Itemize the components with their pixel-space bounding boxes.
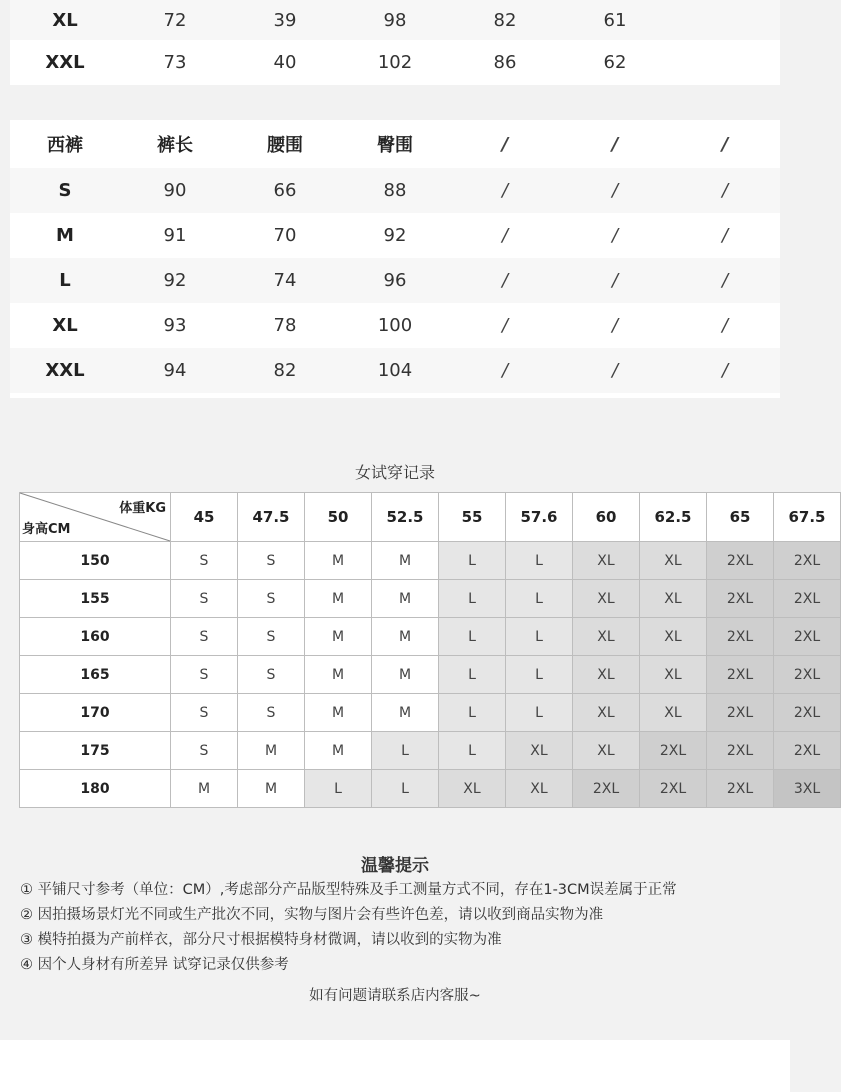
trial-row <box>20 580 841 618</box>
size-cell: 2XL <box>707 770 774 808</box>
size-cell: 2XL <box>707 618 774 656</box>
table-row <box>10 348 780 393</box>
size-cell: M <box>171 770 238 808</box>
table-cell: 102 <box>377 52 413 73</box>
size-cell: M <box>305 618 372 656</box>
table-header-row <box>10 120 780 168</box>
height-label: 170 <box>20 694 171 732</box>
size-cell: XL <box>573 580 640 618</box>
table-cell: 62 <box>603 52 627 73</box>
table-cell: 82 <box>273 360 297 381</box>
size-cell: M <box>305 580 372 618</box>
size-cell: M <box>305 694 372 732</box>
table-row <box>10 0 780 40</box>
size-cell: 2XL <box>707 732 774 770</box>
size-cell: XL <box>506 732 573 770</box>
column-header: 腰围 <box>267 135 303 156</box>
weight-header: 47.5 <box>238 493 305 542</box>
size-cell: S <box>238 542 305 580</box>
table-cell: 70 <box>273 225 297 246</box>
trial-row <box>20 694 841 732</box>
size-cell: 2XL <box>774 656 841 694</box>
corner-weight-label: 体重KG <box>119 501 166 516</box>
weight-header: 45 <box>171 493 238 542</box>
height-label: 150 <box>20 542 171 580</box>
table-cell: / <box>721 360 729 381</box>
table-cell: 72 <box>163 9 187 31</box>
table-cell: 90 <box>163 180 187 201</box>
column-header: 臀围 <box>377 135 413 156</box>
size-cell: XL <box>573 542 640 580</box>
pants-size-table <box>10 120 780 398</box>
size-cell: L <box>506 694 573 732</box>
trial-row <box>20 770 841 808</box>
size-cell: L <box>372 732 439 770</box>
table-cell: / <box>721 225 729 246</box>
tip-item: ① 平铺尺寸参考（单位：CM）,考虑部分产品版型特殊及手工测量方式不同，存在1-3CM误差属于正常 <box>20 882 677 898</box>
size-label: XXL <box>45 52 85 73</box>
trial-record-table <box>19 492 841 808</box>
size-cell: 2XL <box>774 618 841 656</box>
size-cell: L <box>506 580 573 618</box>
weight-header: 62.5 <box>640 493 707 542</box>
size-label: XXL <box>45 360 85 381</box>
tips-title: 温馨提示 <box>361 856 429 876</box>
size-cell: S <box>238 694 305 732</box>
size-cell: M <box>305 542 372 580</box>
size-cell: 2XL <box>707 580 774 618</box>
table-cell: 93 <box>163 315 187 336</box>
trial-title: 女试穿记录 <box>354 463 435 482</box>
size-cell: L <box>439 732 506 770</box>
table-cell: 92 <box>383 225 407 246</box>
tip-item: ② 因拍摄场景灯光不同或生产批次不同，实物与图片会有些许色差，请以收到商品实物为准 <box>20 907 604 923</box>
table-cell: / <box>611 360 619 381</box>
size-cell: M <box>238 770 305 808</box>
corner-height-label: 身高CM <box>22 522 71 537</box>
weight-header: 57.6 <box>506 493 573 542</box>
table-row <box>10 213 780 258</box>
size-cell: XL <box>573 732 640 770</box>
contact-note: 如有问题请联系店内客服~ <box>309 988 481 1004</box>
size-cell: XL <box>640 656 707 694</box>
table-cell: 91 <box>163 225 187 246</box>
table-cell: / <box>721 315 729 336</box>
column-header: 西裤 <box>47 135 83 156</box>
size-cell: S <box>171 732 238 770</box>
table-cell: 98 <box>383 9 407 31</box>
table-cell: / <box>721 270 729 291</box>
table-cell: 96 <box>383 270 407 291</box>
table-cell: 88 <box>383 180 407 201</box>
size-cell: L <box>439 694 506 732</box>
bottom-strip <box>0 1040 790 1092</box>
trial-header-row <box>20 493 841 542</box>
height-label: 180 <box>20 770 171 808</box>
size-cell: L <box>305 770 372 808</box>
tip-item: ④ 因个人身材有所差异 试穿记录仅供参考 <box>20 957 289 973</box>
table-cell: / <box>501 225 509 246</box>
trial-row <box>20 732 841 770</box>
weight-header: 60 <box>573 493 640 542</box>
size-cell: 2XL <box>573 770 640 808</box>
weight-header: 52.5 <box>372 493 439 542</box>
table-cell: 104 <box>377 360 413 381</box>
corner-cell <box>20 493 171 542</box>
size-label: XL <box>52 315 78 336</box>
table-cell: 39 <box>273 9 297 31</box>
table-cell: 78 <box>273 315 297 336</box>
size-cell: L <box>439 580 506 618</box>
trial-row <box>20 542 841 580</box>
column-header: / <box>611 133 619 155</box>
size-cell: 2XL <box>707 694 774 732</box>
size-cell: 2XL <box>707 542 774 580</box>
size-cell: 2XL <box>774 580 841 618</box>
size-cell: L <box>506 542 573 580</box>
table-cell: / <box>721 180 729 201</box>
size-cell: 2XL <box>640 770 707 808</box>
size-cell: XL <box>640 542 707 580</box>
table-cell: 94 <box>163 360 187 381</box>
size-cell: L <box>506 656 573 694</box>
size-cell: XL <box>573 618 640 656</box>
size-cell: L <box>439 542 506 580</box>
height-label: 165 <box>20 656 171 694</box>
size-cell: M <box>372 694 439 732</box>
table-cell: / <box>611 315 619 336</box>
table-cell: / <box>611 270 619 291</box>
size-cell: M <box>372 656 439 694</box>
size-cell: L <box>439 618 506 656</box>
table-cell: / <box>611 225 619 246</box>
trial-row <box>20 618 841 656</box>
table-cell: 74 <box>273 270 297 291</box>
size-cell: 3XL <box>774 770 841 808</box>
height-label: 160 <box>20 618 171 656</box>
size-cell: 2XL <box>774 542 841 580</box>
column-header: 裤长 <box>157 135 193 156</box>
table-cell: 92 <box>163 270 187 291</box>
size-cell: 2XL <box>774 732 841 770</box>
size-cell: M <box>305 656 372 694</box>
table-row <box>10 258 780 303</box>
column-header: / <box>501 133 509 155</box>
size-cell: S <box>171 542 238 580</box>
size-cell: 2XL <box>640 732 707 770</box>
size-cell: M <box>238 732 305 770</box>
table-cell: 61 <box>603 9 627 31</box>
table-cell: 73 <box>163 52 187 73</box>
size-cell: S <box>238 618 305 656</box>
size-cell: S <box>171 618 238 656</box>
size-cell: XL <box>506 770 573 808</box>
table-row <box>10 168 780 213</box>
tips-list <box>20 878 785 978</box>
size-label: XL <box>52 9 78 31</box>
trial-row <box>20 656 841 694</box>
table-cell: 40 <box>273 52 297 73</box>
size-cell: L <box>439 656 506 694</box>
size-cell: S <box>238 580 305 618</box>
size-cell: XL <box>640 580 707 618</box>
weight-header: 67.5 <box>774 493 841 542</box>
weight-header: 55 <box>439 493 506 542</box>
height-label: 175 <box>20 732 171 770</box>
size-cell: M <box>372 542 439 580</box>
weight-header: 65 <box>707 493 774 542</box>
size-cell: S <box>238 656 305 694</box>
tip-item: ③ 模特拍摄为产前样衣，部分尺寸根据模特身材微调，请以收到的实物为准 <box>20 932 502 948</box>
table-cell: 86 <box>493 52 517 73</box>
table-cell: / <box>611 180 619 201</box>
table-cell: 100 <box>377 315 413 336</box>
size-cell: L <box>372 770 439 808</box>
size-cell: S <box>171 580 238 618</box>
size-cell: S <box>171 656 238 694</box>
table-cell: / <box>501 180 509 201</box>
table-cell: 66 <box>273 180 297 201</box>
size-cell: XL <box>640 694 707 732</box>
size-cell: S <box>171 694 238 732</box>
size-cell: 2XL <box>774 694 841 732</box>
size-cell: XL <box>573 694 640 732</box>
size-label: S <box>58 180 72 201</box>
table-cell: / <box>501 360 509 381</box>
table-row <box>10 40 780 85</box>
weight-header: 50 <box>305 493 372 542</box>
size-label: M <box>56 225 74 246</box>
size-cell: M <box>305 732 372 770</box>
table-cell: / <box>501 270 509 291</box>
size-cell: M <box>372 618 439 656</box>
size-cell: XL <box>439 770 506 808</box>
size-cell: 2XL <box>707 656 774 694</box>
size-cell: XL <box>573 656 640 694</box>
table-row <box>10 303 780 348</box>
size-label: L <box>59 270 71 291</box>
size-cell: XL <box>640 618 707 656</box>
table-cell: / <box>501 315 509 336</box>
top-size-table <box>10 0 780 85</box>
height-label: 155 <box>20 580 171 618</box>
table-cell: 82 <box>493 9 517 31</box>
size-cell: L <box>506 618 573 656</box>
size-cell: M <box>372 580 439 618</box>
column-header: / <box>721 133 729 155</box>
